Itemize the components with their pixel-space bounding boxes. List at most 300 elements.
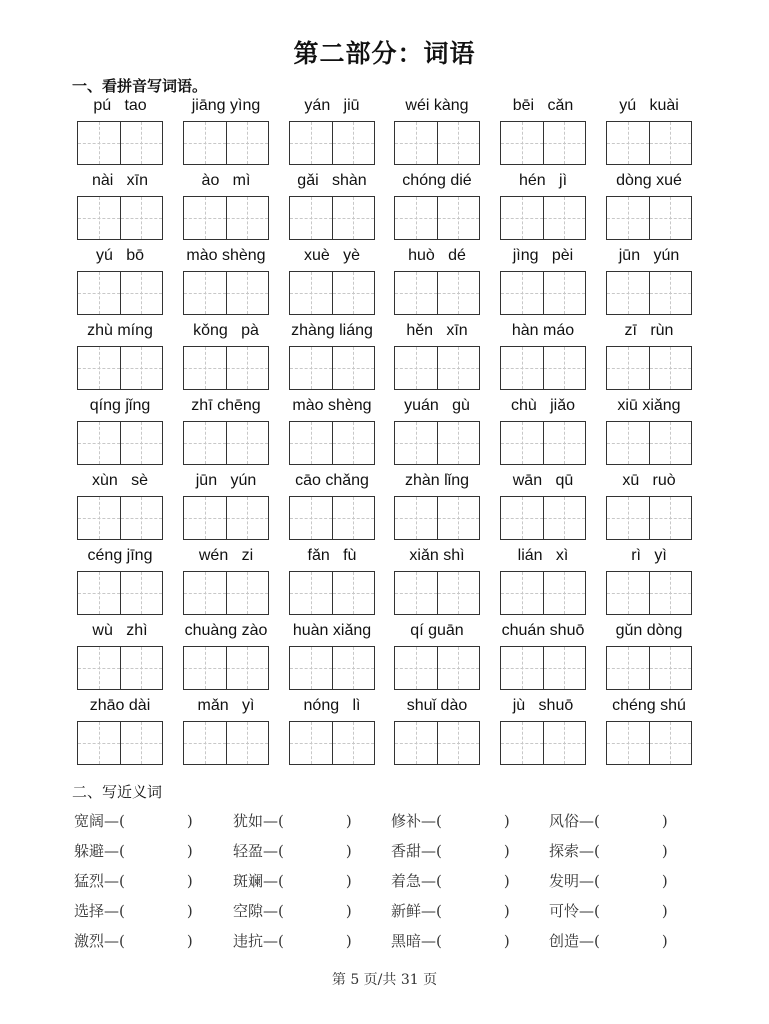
close-paren: ) xyxy=(345,872,352,890)
character-square[interactable] xyxy=(543,197,586,239)
character-square[interactable] xyxy=(78,197,120,239)
tianzige-answer-box[interactable] xyxy=(289,421,375,465)
synonym-answer-blank[interactable] xyxy=(442,902,504,922)
dash-separator: — xyxy=(421,872,437,890)
character-square[interactable] xyxy=(543,572,586,614)
tianzige-answer-box[interactable] xyxy=(500,346,586,390)
character-square[interactable] xyxy=(607,272,649,314)
section-one-heading: 一、看拼音写词语。 xyxy=(72,77,208,95)
synonym-item xyxy=(74,866,224,896)
character-square[interactable] xyxy=(290,122,332,164)
character-square[interactable] xyxy=(437,272,480,314)
pinyin-word-item xyxy=(394,97,480,167)
character-square[interactable] xyxy=(226,272,269,314)
tianzige-answer-box[interactable] xyxy=(606,646,692,690)
pinyin-label: yú bō xyxy=(95,247,145,264)
dash-separator: — xyxy=(421,932,437,950)
pinyin-word-item xyxy=(500,547,586,617)
pinyin-word-item xyxy=(606,472,692,542)
character-square[interactable] xyxy=(543,122,586,164)
open-paren: ( xyxy=(594,812,600,830)
pinyin-label: huò dé xyxy=(408,247,466,264)
synonym-source-word: 犹如 xyxy=(233,812,264,830)
character-square[interactable] xyxy=(226,122,269,164)
pinyin-label: mào shèng xyxy=(292,397,372,414)
pinyin-word-item xyxy=(394,697,480,767)
pinyin-word-item xyxy=(394,397,480,467)
synonym-item xyxy=(74,926,224,956)
tianzige-answer-box[interactable] xyxy=(183,121,269,165)
character-square[interactable] xyxy=(501,197,543,239)
character-square[interactable] xyxy=(332,572,375,614)
close-paren: ) xyxy=(503,902,510,920)
character-square[interactable] xyxy=(290,197,332,239)
synonym-answer-blank[interactable] xyxy=(600,812,662,832)
pinyin-word-item xyxy=(606,97,692,167)
close-paren: ) xyxy=(503,812,510,830)
synonym-item xyxy=(74,836,224,866)
tianzige-answer-box[interactable] xyxy=(289,646,375,690)
character-square[interactable] xyxy=(332,347,375,389)
pinyin-label: zī rùn xyxy=(624,322,674,339)
synonym-source-word: 香甜 xyxy=(391,842,422,860)
tianzige-answer-box[interactable] xyxy=(289,196,375,240)
character-square[interactable] xyxy=(395,572,437,614)
pinyin-label: jù shuō xyxy=(512,697,574,714)
tianzige-answer-box[interactable] xyxy=(500,196,586,240)
character-square[interactable] xyxy=(184,647,226,689)
character-square[interactable] xyxy=(78,347,120,389)
tianzige-answer-box[interactable] xyxy=(183,721,269,765)
synonym-source-word: 修补 xyxy=(391,812,422,830)
character-square[interactable] xyxy=(184,122,226,164)
pinyin-word-item xyxy=(289,247,375,317)
synonym-source-word: 着急 xyxy=(391,872,422,890)
character-square[interactable] xyxy=(226,722,269,764)
character-square[interactable] xyxy=(78,722,120,764)
pinyin-label: huàn xiǎng xyxy=(292,622,372,639)
character-square[interactable] xyxy=(501,347,543,389)
pinyin-word-item xyxy=(500,622,586,692)
character-square[interactable] xyxy=(395,347,437,389)
character-square[interactable] xyxy=(226,572,269,614)
synonym-answer-blank[interactable] xyxy=(284,872,346,892)
pinyin-label: wén zi xyxy=(198,547,254,564)
tianzige-answer-box[interactable] xyxy=(606,571,692,615)
tianzige-answer-box[interactable] xyxy=(394,121,480,165)
tianzige-answer-box[interactable] xyxy=(500,271,586,315)
pinyin-word-item xyxy=(500,97,586,167)
tianzige-answer-box[interactable] xyxy=(77,196,163,240)
character-square[interactable] xyxy=(501,572,543,614)
synonym-item xyxy=(391,926,541,956)
character-square[interactable] xyxy=(184,347,226,389)
character-square[interactable] xyxy=(649,497,692,539)
synonym-answer-blank[interactable] xyxy=(442,842,504,862)
close-paren: ) xyxy=(661,872,668,890)
character-square[interactable] xyxy=(395,497,437,539)
pinyin-label: bēi cǎn xyxy=(512,97,574,114)
synonym-answer-blank[interactable] xyxy=(284,812,346,832)
character-square[interactable] xyxy=(78,497,120,539)
dash-separator: — xyxy=(421,842,437,860)
pinyin-label: xiū xiǎng xyxy=(617,397,681,414)
synonym-item xyxy=(74,806,224,836)
synonym-answer-blank[interactable] xyxy=(600,842,662,862)
open-paren: ( xyxy=(278,812,284,830)
tianzige-answer-box[interactable] xyxy=(183,571,269,615)
character-square[interactable] xyxy=(184,572,226,614)
tianzige-answer-box[interactable] xyxy=(606,271,692,315)
pinyin-word-item xyxy=(606,547,692,617)
character-square[interactable] xyxy=(290,647,332,689)
character-square[interactable] xyxy=(607,422,649,464)
character-square[interactable] xyxy=(120,347,163,389)
tianzige-answer-box[interactable] xyxy=(500,646,586,690)
tianzige-answer-box[interactable] xyxy=(289,571,375,615)
character-square[interactable] xyxy=(395,197,437,239)
tianzige-answer-box[interactable] xyxy=(394,646,480,690)
character-square[interactable] xyxy=(649,722,692,764)
character-square[interactable] xyxy=(120,497,163,539)
pinyin-label: qíng jǐng xyxy=(89,397,151,414)
pinyin-label: dòng xué xyxy=(616,172,682,189)
dash-separator: — xyxy=(104,872,120,890)
synonym-answer-blank[interactable] xyxy=(600,932,662,952)
pinyin-label: kǒng pà xyxy=(193,322,259,339)
tianzige-answer-box[interactable] xyxy=(77,121,163,165)
close-paren: ) xyxy=(186,932,193,950)
character-square[interactable] xyxy=(395,122,437,164)
pinyin-label: zhàng liáng xyxy=(291,322,373,339)
character-square[interactable] xyxy=(290,572,332,614)
pinyin-label: zhāo dài xyxy=(89,697,151,714)
synonym-answer-blank[interactable] xyxy=(125,902,187,922)
synonym-item xyxy=(549,836,699,866)
tianzige-answer-box[interactable] xyxy=(606,346,692,390)
pinyin-word-item xyxy=(183,622,269,692)
character-square[interactable] xyxy=(78,272,120,314)
character-square[interactable] xyxy=(395,647,437,689)
tianzige-answer-box[interactable] xyxy=(606,121,692,165)
character-square[interactable] xyxy=(78,572,120,614)
pinyin-label: xuè yè xyxy=(303,247,361,264)
character-square[interactable] xyxy=(78,647,120,689)
character-square[interactable] xyxy=(226,347,269,389)
synonym-source-word: 探索 xyxy=(549,842,580,860)
open-paren: ( xyxy=(436,932,442,950)
tianzige-answer-box[interactable] xyxy=(500,421,586,465)
dash-separator: — xyxy=(263,842,279,860)
synonym-source-word: 轻盈 xyxy=(233,842,264,860)
close-paren: ) xyxy=(186,872,193,890)
character-square[interactable] xyxy=(332,647,375,689)
character-square[interactable] xyxy=(120,647,163,689)
character-square[interactable] xyxy=(120,422,163,464)
character-square[interactable] xyxy=(184,722,226,764)
dash-separator: — xyxy=(579,932,595,950)
character-square[interactable] xyxy=(120,272,163,314)
synonym-item xyxy=(391,896,541,926)
synonym-answer-blank[interactable] xyxy=(125,872,187,892)
character-square[interactable] xyxy=(332,272,375,314)
synonym-answer-blank[interactable] xyxy=(125,842,187,862)
pinyin-word-item xyxy=(606,172,692,242)
tianzige-answer-box[interactable] xyxy=(183,646,269,690)
section-two-heading: 二、写近义词 xyxy=(72,783,163,801)
tianzige-answer-box[interactable] xyxy=(289,121,375,165)
character-square[interactable] xyxy=(437,572,480,614)
open-paren: ( xyxy=(436,902,442,920)
pinyin-word-item xyxy=(183,397,269,467)
pinyin-label: chéng shú xyxy=(612,697,686,714)
character-square[interactable] xyxy=(607,722,649,764)
tianzige-answer-box[interactable] xyxy=(77,346,163,390)
character-square[interactable] xyxy=(226,647,269,689)
character-square[interactable] xyxy=(649,347,692,389)
character-square[interactable] xyxy=(501,122,543,164)
pinyin-label: céng jīng xyxy=(87,547,153,564)
synonym-source-word: 黑暗 xyxy=(391,932,422,950)
pinyin-label: zhàn lǐng xyxy=(404,472,470,489)
pinyin-word-item xyxy=(500,322,586,392)
synonym-answer-blank[interactable] xyxy=(442,872,504,892)
synonym-item xyxy=(549,926,699,956)
open-paren: ( xyxy=(594,902,600,920)
pinyin-label: shuǐ dào xyxy=(406,697,468,714)
character-square[interactable] xyxy=(437,497,480,539)
character-square[interactable] xyxy=(120,572,163,614)
pinyin-label: lián xì xyxy=(517,547,569,564)
character-square[interactable] xyxy=(437,722,480,764)
tianzige-answer-box[interactable] xyxy=(394,421,480,465)
tianzige-answer-box[interactable] xyxy=(394,721,480,765)
open-paren: ( xyxy=(119,842,125,860)
tianzige-answer-box[interactable] xyxy=(394,271,480,315)
character-square[interactable] xyxy=(78,122,120,164)
pinyin-word-item xyxy=(606,397,692,467)
tianzige-answer-box[interactable] xyxy=(183,196,269,240)
tianzige-answer-box[interactable] xyxy=(77,571,163,615)
character-square[interactable] xyxy=(332,497,375,539)
pinyin-word-item xyxy=(394,472,480,542)
character-square[interactable] xyxy=(395,422,437,464)
tianzige-answer-box[interactable] xyxy=(77,646,163,690)
pinyin-label: xùn sè xyxy=(91,472,149,489)
character-square[interactable] xyxy=(395,272,437,314)
pinyin-word-item xyxy=(183,247,269,317)
pinyin-word-item xyxy=(289,397,375,467)
character-square[interactable] xyxy=(437,347,480,389)
character-square[interactable] xyxy=(290,722,332,764)
tianzige-answer-box[interactable] xyxy=(606,496,692,540)
tianzige-answer-box[interactable] xyxy=(394,196,480,240)
pinyin-label: cāo chǎng xyxy=(295,472,369,489)
character-square[interactable] xyxy=(120,122,163,164)
character-square[interactable] xyxy=(501,422,543,464)
close-paren: ) xyxy=(661,842,668,860)
character-square[interactable] xyxy=(501,272,543,314)
pinyin-word-item xyxy=(183,472,269,542)
dash-separator: — xyxy=(579,902,595,920)
open-paren: ( xyxy=(594,932,600,950)
character-square[interactable] xyxy=(649,122,692,164)
pinyin-label: jiāng yìng xyxy=(191,97,261,114)
pinyin-word-item xyxy=(183,172,269,242)
character-square[interactable] xyxy=(437,647,480,689)
character-square[interactable] xyxy=(607,347,649,389)
open-paren: ( xyxy=(119,932,125,950)
synonym-answer-blank[interactable] xyxy=(284,842,346,862)
tianzige-answer-box[interactable] xyxy=(183,346,269,390)
tianzige-answer-box[interactable] xyxy=(77,421,163,465)
tianzige-answer-box[interactable] xyxy=(183,271,269,315)
tianzige-answer-box[interactable] xyxy=(77,496,163,540)
character-square[interactable] xyxy=(226,497,269,539)
character-square[interactable] xyxy=(501,722,543,764)
character-square[interactable] xyxy=(437,422,480,464)
tianzige-answer-box[interactable] xyxy=(289,346,375,390)
tianzige-answer-box[interactable] xyxy=(500,121,586,165)
synonym-answer-blank[interactable] xyxy=(125,812,187,832)
synonym-answer-blank[interactable] xyxy=(442,812,504,832)
pinyin-label: mào shèng xyxy=(186,247,266,264)
tianzige-answer-box[interactable] xyxy=(394,346,480,390)
tianzige-answer-box[interactable] xyxy=(289,271,375,315)
character-square[interactable] xyxy=(649,422,692,464)
character-square[interactable] xyxy=(78,422,120,464)
character-square[interactable] xyxy=(543,722,586,764)
tianzige-answer-box[interactable] xyxy=(500,496,586,540)
character-square[interactable] xyxy=(226,197,269,239)
pinyin-label: hěn xīn xyxy=(406,322,468,339)
character-square[interactable] xyxy=(120,197,163,239)
pinyin-label: gǎi shàn xyxy=(297,172,367,189)
dash-separator: — xyxy=(579,872,595,890)
character-square[interactable] xyxy=(184,497,226,539)
tianzige-answer-box[interactable] xyxy=(606,196,692,240)
tianzige-answer-box[interactable] xyxy=(606,721,692,765)
character-square[interactable] xyxy=(120,722,163,764)
synonym-source-word: 发明 xyxy=(549,872,580,890)
dash-separator: — xyxy=(421,812,437,830)
tianzige-answer-box[interactable] xyxy=(77,271,163,315)
character-square[interactable] xyxy=(607,497,649,539)
character-square[interactable] xyxy=(543,347,586,389)
character-square[interactable] xyxy=(543,497,586,539)
character-square[interactable] xyxy=(607,572,649,614)
pinyin-word-item xyxy=(289,472,375,542)
tianzige-answer-box[interactable] xyxy=(394,571,480,615)
tianzige-answer-box[interactable] xyxy=(500,571,586,615)
pinyin-label: xiǎn shì xyxy=(409,547,465,564)
character-square[interactable] xyxy=(332,122,375,164)
synonym-source-word: 新鲜 xyxy=(391,902,422,920)
pinyin-label: xū ruò xyxy=(622,472,676,489)
tianzige-answer-box[interactable] xyxy=(183,421,269,465)
close-paren: ) xyxy=(503,842,510,860)
open-paren: ( xyxy=(594,842,600,860)
character-square[interactable] xyxy=(649,197,692,239)
tianzige-answer-box[interactable] xyxy=(394,496,480,540)
synonym-item xyxy=(549,896,699,926)
synonym-item xyxy=(74,896,224,926)
character-square[interactable] xyxy=(607,197,649,239)
tianzige-answer-box[interactable] xyxy=(289,721,375,765)
synonym-source-word: 可怜 xyxy=(549,902,580,920)
pinyin-label: nài xīn xyxy=(91,172,149,189)
pinyin-label: chuán shuō xyxy=(501,622,585,639)
dash-separator: — xyxy=(263,812,279,830)
dash-separator: — xyxy=(579,842,595,860)
character-square[interactable] xyxy=(332,722,375,764)
character-square[interactable] xyxy=(184,272,226,314)
pinyin-label: rì yì xyxy=(631,547,667,564)
pinyin-word-item xyxy=(77,547,163,617)
close-paren: ) xyxy=(186,812,193,830)
synonym-answer-blank[interactable] xyxy=(600,872,662,892)
pinyin-label: zhī chēng xyxy=(191,397,261,414)
tianzige-answer-box[interactable] xyxy=(606,421,692,465)
tianzige-answer-box[interactable] xyxy=(500,721,586,765)
pinyin-word-item xyxy=(289,697,375,767)
synonym-answer-blank[interactable] xyxy=(442,932,504,952)
character-square[interactable] xyxy=(649,272,692,314)
character-square[interactable] xyxy=(543,422,586,464)
synonym-source-word: 选择 xyxy=(74,902,105,920)
close-paren: ) xyxy=(186,842,193,860)
synonym-item xyxy=(233,896,383,926)
pinyin-word-item xyxy=(500,397,586,467)
character-square[interactable] xyxy=(543,647,586,689)
character-square[interactable] xyxy=(332,422,375,464)
open-paren: ( xyxy=(278,902,284,920)
character-square[interactable] xyxy=(290,422,332,464)
character-square[interactable] xyxy=(543,272,586,314)
character-square[interactable] xyxy=(290,497,332,539)
pinyin-word-item xyxy=(500,172,586,242)
character-square[interactable] xyxy=(649,647,692,689)
character-square[interactable] xyxy=(395,722,437,764)
pinyin-word-item xyxy=(77,397,163,467)
tianzige-answer-box[interactable] xyxy=(289,496,375,540)
synonym-source-word: 猛烈 xyxy=(74,872,105,890)
pinyin-word-item xyxy=(500,472,586,542)
pinyin-label: chóng dié xyxy=(402,172,472,189)
synonym-answer-blank[interactable] xyxy=(284,902,346,922)
character-square[interactable] xyxy=(184,197,226,239)
character-square[interactable] xyxy=(437,197,480,239)
character-square[interactable] xyxy=(607,647,649,689)
character-square[interactable] xyxy=(607,122,649,164)
character-square[interactable] xyxy=(649,572,692,614)
character-square[interactable] xyxy=(437,122,480,164)
tianzige-answer-box[interactable] xyxy=(77,721,163,765)
character-square[interactable] xyxy=(501,497,543,539)
synonym-answer-blank[interactable] xyxy=(125,932,187,952)
synonym-answer-blank[interactable] xyxy=(600,902,662,922)
character-square[interactable] xyxy=(501,647,543,689)
tianzige-answer-box[interactable] xyxy=(183,496,269,540)
character-square[interactable] xyxy=(226,422,269,464)
synonym-answer-blank[interactable] xyxy=(284,932,346,952)
character-square[interactable] xyxy=(290,347,332,389)
dash-separator: — xyxy=(104,902,120,920)
synonym-item xyxy=(549,866,699,896)
character-square[interactable] xyxy=(290,272,332,314)
character-square[interactable] xyxy=(184,422,226,464)
character-square[interactable] xyxy=(332,197,375,239)
